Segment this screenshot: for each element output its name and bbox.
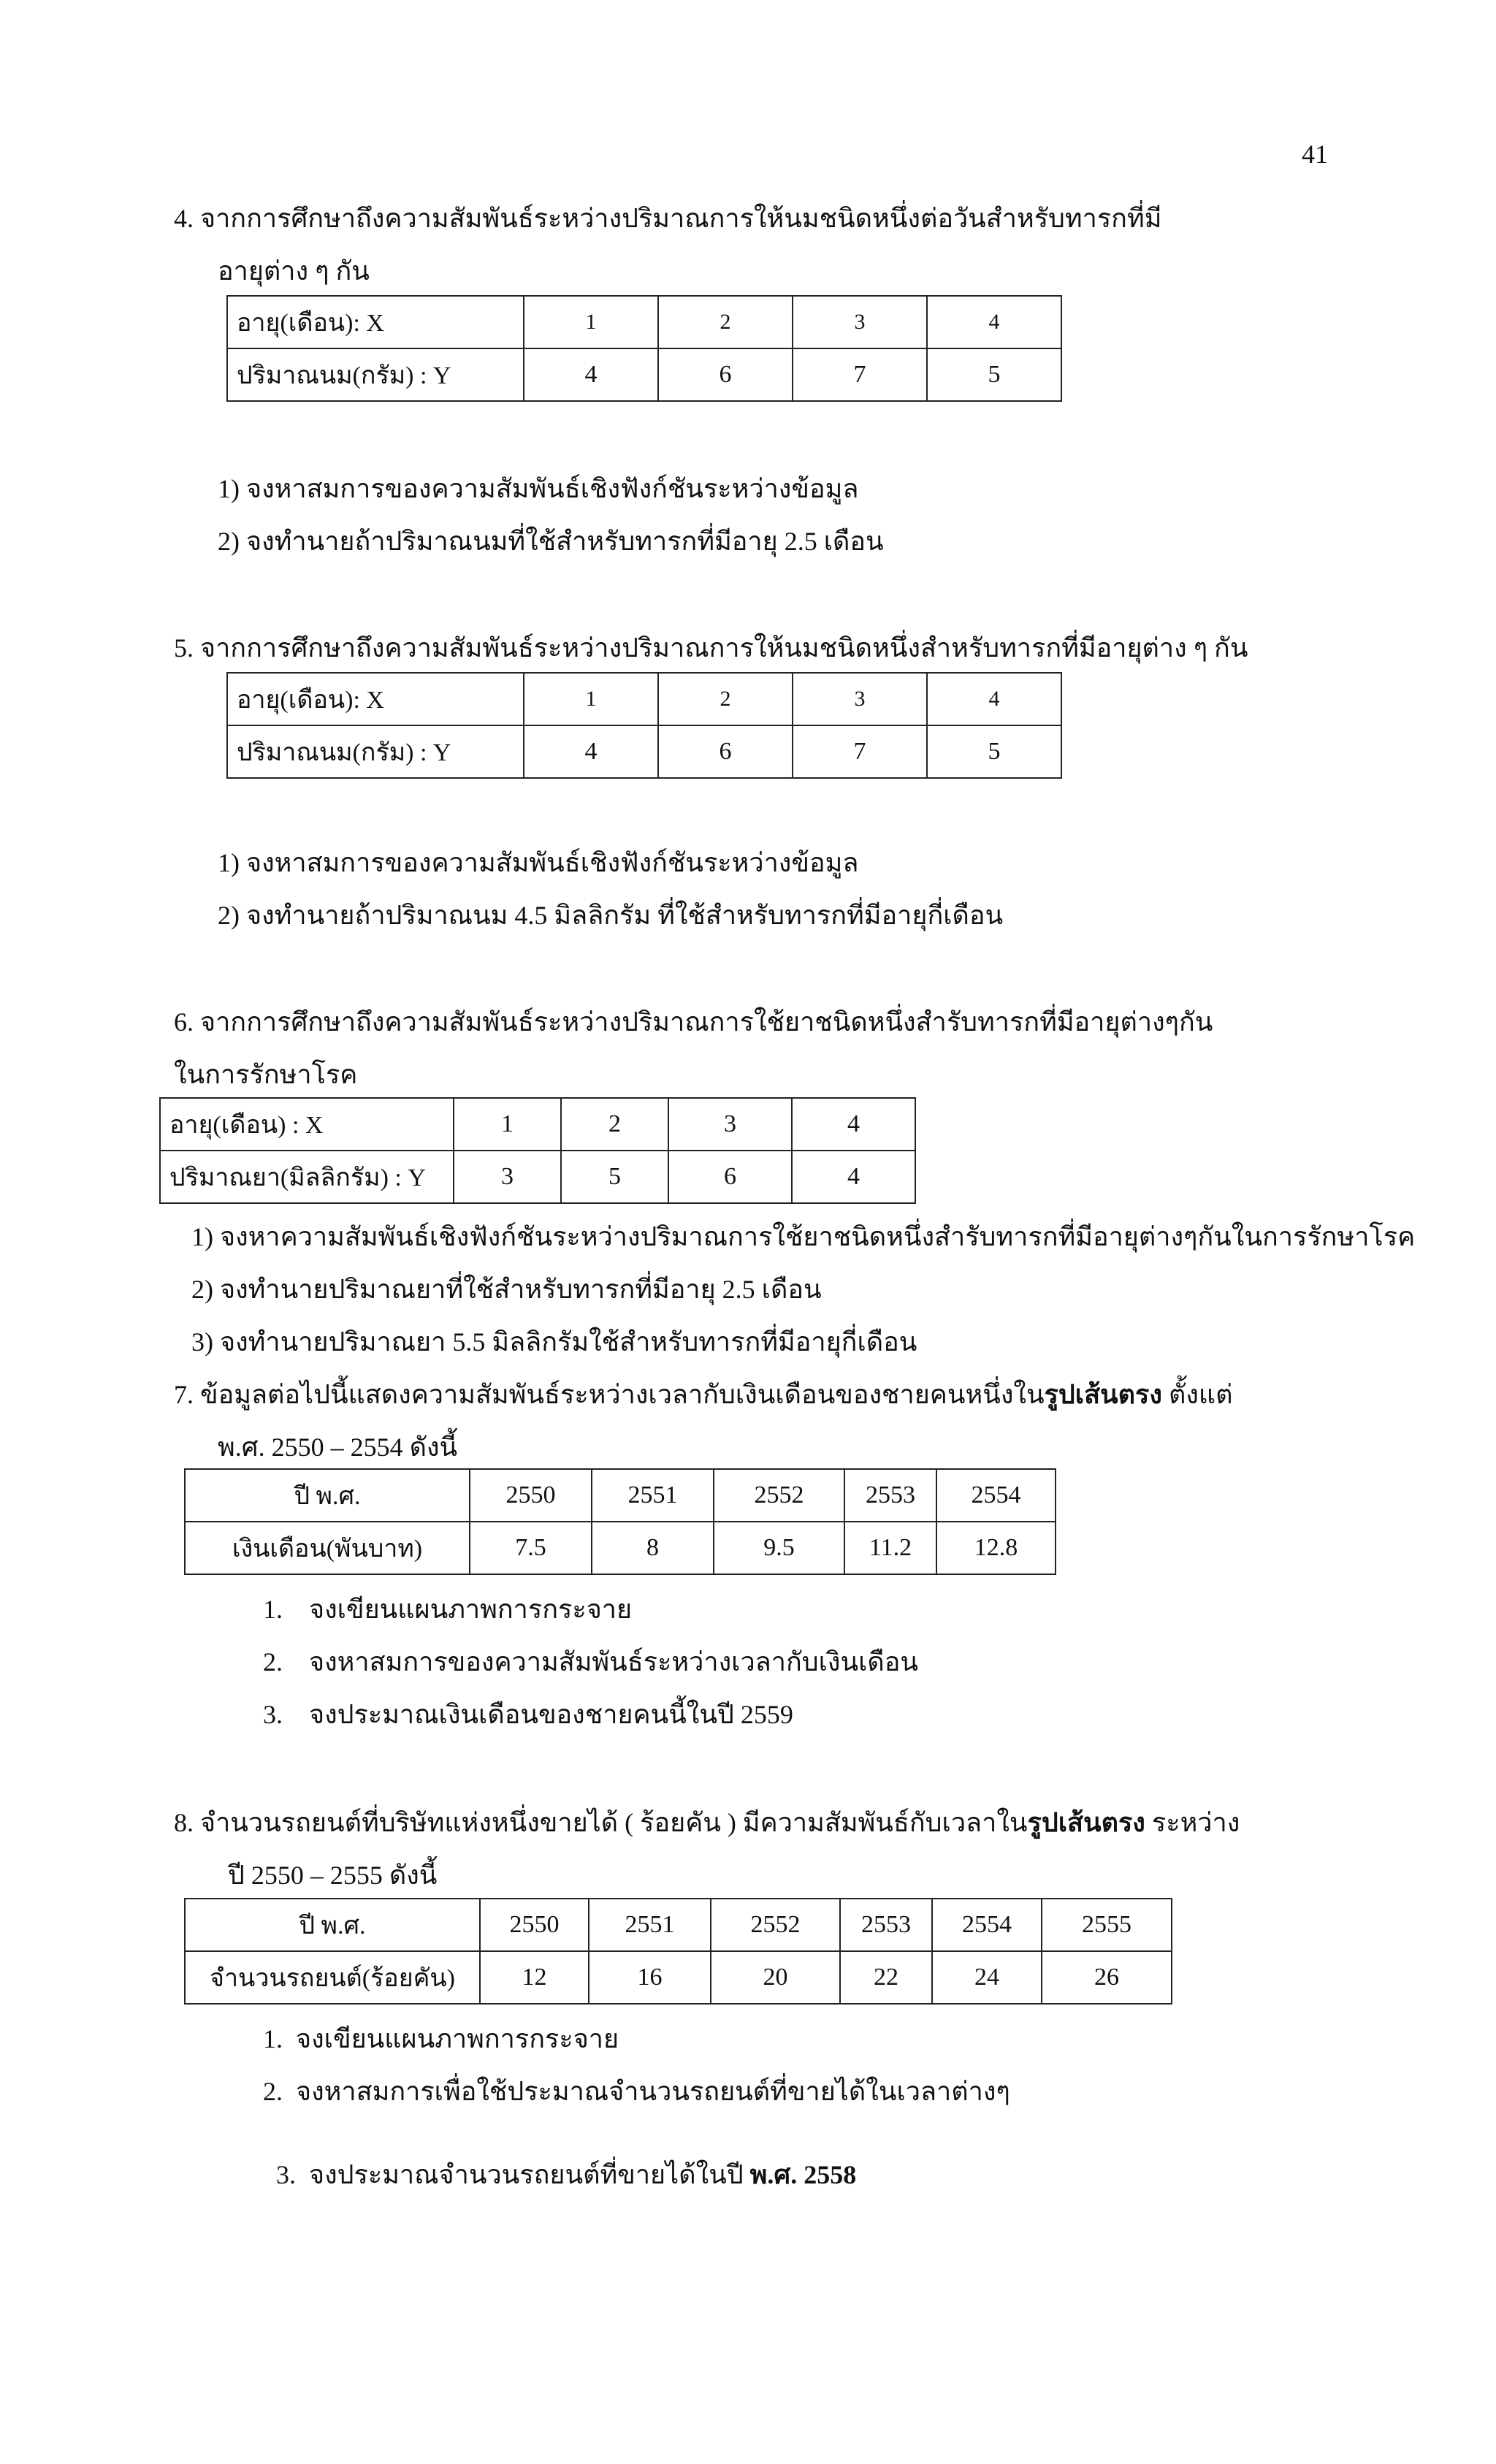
table-cell: 24 [932, 1951, 1042, 2004]
table-row [227, 348, 1061, 401]
table-header-cell: ปริมาณยา(มิลลิกรัม) : Y [160, 1151, 454, 1203]
table-cell: 1 [454, 1098, 561, 1151]
table-cell: 16 [589, 1951, 711, 2004]
q6-title-line1: 6. จากการศึกษาถึงความสัมพันธ์ระหว่างปริมาณการใช้ยาชนิดหนึ่งสำรับทารกที่มีอายุต่างๆกัน [174, 1007, 1213, 1037]
q7-title-line2: พ.ศ. 2550 – 2554 ดังนี้ [218, 1433, 458, 1462]
table-cell: 3 [793, 296, 927, 348]
table-cell: 4 [792, 1098, 915, 1151]
q8-title-line1 [174, 1801, 1240, 1843]
table-cell: 2554 [932, 1899, 1042, 1951]
table-row [185, 1951, 1172, 2004]
table-row [185, 1469, 1056, 1522]
table-header-cell: ปี พ.ศ. [185, 1899, 480, 1951]
table-cell: 2553 [844, 1469, 936, 1522]
q7-title-bold: รูปเส้นตรง [1044, 1380, 1162, 1409]
table-cell: 5 [561, 1151, 668, 1203]
table-cell: 12.8 [936, 1522, 1056, 1574]
table-cell: 4 [792, 1151, 915, 1203]
table-cell: 4 [524, 725, 658, 778]
table-cell: 5 [927, 725, 1061, 778]
q7-title-pre: 7. ข้อมูลต่อไปนี้แสดงความสัมพันธ์ระหว่างเวลากับเงินเดือนของชายคนหนึ่งใน [174, 1380, 1045, 1409]
table-cell: 8 [592, 1522, 714, 1574]
table-cell: 4 [524, 348, 658, 401]
table-cell: 11.2 [844, 1522, 936, 1574]
table-cell: 2 [561, 1098, 668, 1151]
q5-item-1: 1) จงหาสมการของความสัมพันธ์เชิงฟังก์ชันระหว่างข้อมูล [218, 848, 859, 877]
table-header-cell: จำนวนรถยนต์(ร้อยคัน) [185, 1951, 480, 2004]
table-cell: 2555 [1042, 1899, 1172, 1951]
table-row [185, 1899, 1172, 1951]
table-cell: 2550 [470, 1469, 592, 1522]
table-cell: 26 [1042, 1951, 1172, 2004]
table-cell: 9.5 [714, 1522, 844, 1574]
q8-title-bold: รูปเส้นตรง [1027, 1808, 1145, 1837]
table-cell: 4 [927, 673, 1061, 725]
q4-table [226, 295, 1062, 402]
table-header-cell: อายุ(เดือน): X [227, 673, 524, 725]
table-cell: 6 [658, 725, 793, 778]
table-header-cell: อายุ(เดือน) : X [160, 1098, 454, 1151]
q7-title-line1 [174, 1373, 1233, 1415]
q8-title-pre: 8. จำนวนรถยนต์ที่บริษัทแห่งหนึ่งขายได้ ( ร้อยคัน ) มีความสัมพันธ์กับเวลาใน [174, 1808, 1028, 1837]
q6-item-3: 3) จงทำนายปริมาณยา 5.5 มิลลิกรัมใช้สำหรับทารกที่มีอายุกี่เดือน [191, 1327, 917, 1357]
q7-item-2: 2. จงหาสมการของความสัมพันธ์ระหว่างเวลากับเงินเดือน [263, 1647, 918, 1677]
table-cell: 2 [658, 673, 793, 725]
table-cell: 3 [668, 1098, 792, 1151]
table-cell: 2553 [840, 1899, 932, 1951]
table-cell: 6 [658, 348, 793, 401]
table-cell: 3 [454, 1151, 561, 1203]
table-header-cell: อายุ(เดือน): X [227, 296, 524, 348]
q7-item-3: 3. จงประมาณเงินเดือนของชายคนนี้ในปี 2559 [263, 1700, 793, 1729]
q7-item-1: 1. จงเขียนแผนภาพการกระจาย [263, 1595, 633, 1624]
table-row [185, 1522, 1056, 1574]
table-header-cell: ปี พ.ศ. [185, 1469, 470, 1522]
q6-item-1: 1) จงหาความสัมพันธ์เชิงฟังก์ชันระหว่างปริมาณการใช้ยาชนิดหนึ่งสำรับทารกที่มีอายุต่างๆกันในการรักษาโรค [191, 1222, 1416, 1251]
q7-title-post: ตั้งแต่ [1161, 1380, 1233, 1409]
table-row [160, 1151, 915, 1203]
table-cell: 20 [711, 1951, 840, 2004]
table-cell: 6 [668, 1151, 792, 1203]
q5-table [226, 672, 1062, 779]
q8-item-3 [263, 2123, 856, 2195]
table-cell: 2554 [936, 1469, 1056, 1522]
q8-item-1: 1. จงเขียนแผนภาพการกระจาย [263, 2024, 619, 2053]
q4-item-2: 2) จงทำนายถ้าปริมาณนมที่ใช้สำหรับทารกที่มีอายุ 2.5 เดือน [218, 527, 884, 556]
table-header-cell: ปริมาณนม(กรัม) : Y [227, 348, 524, 401]
table-row [160, 1098, 915, 1151]
q4-title-line1: 4. จากการศึกษาถึงความสัมพันธ์ระหว่างปริมาณการให้นมชนิดหนึ่งต่อวันสำหรับทารกที่มี [174, 204, 1162, 233]
table-cell: 3 [793, 673, 927, 725]
q8-title-line2: ปี 2550 – 2555 ดังนี้ [228, 1861, 438, 1890]
table-row [227, 673, 1061, 725]
q8-title-post: ระหว่าง [1145, 1808, 1240, 1837]
table-cell: 4 [927, 296, 1061, 348]
q8-item-3-bold: พ.ศ. 2558 [749, 2160, 857, 2189]
table-cell: 1 [524, 296, 658, 348]
q7-table [184, 1468, 1056, 1575]
table-cell: 2552 [714, 1469, 844, 1522]
table-cell: 5 [927, 348, 1061, 401]
table-cell: 2552 [711, 1899, 840, 1951]
page-number: 41 [1302, 140, 1328, 169]
q5-title-line1: 5. จากการศึกษาถึงความสัมพันธ์ระหว่างปริมาณการให้นมชนิดหนึ่งสำหรับทารกที่มีอายุต่าง ๆ กัน [174, 633, 1248, 663]
table-cell: 2550 [480, 1899, 589, 1951]
q6-item-2: 2) จงทำนายปริมาณยาที่ใช้สำหรับทารกที่มีอายุ 2.5 เดือน [191, 1275, 822, 1304]
q8-table [184, 1898, 1172, 2005]
table-cell: 22 [840, 1951, 932, 2004]
q8-item-2: 2. จงหาสมการเพื่อใช้ประมาณจำนวนรถยนต์ที่ขายได้ในเวลาต่างๆ [263, 2077, 1010, 2106]
q5-item-2: 2) จงทำนายถ้าปริมาณนม 4.5 มิลลิกรัม ที่ใช้สำหรับทารกที่มีอายุกี่เดือน [218, 901, 1004, 930]
table-header-cell: ปริมาณนม(กรัม) : Y [227, 725, 524, 778]
q8-item-3-pre: 3. จงประมาณจำนวนรถยนต์ที่ขายได้ในปี [276, 2160, 750, 2189]
q4-title-line2: อายุต่าง ๆ กัน [218, 256, 370, 286]
q4-item-1: 1) จงหาสมการของความสัมพันธ์เชิงฟังก์ชันระหว่างข้อมูล [218, 474, 859, 503]
table-cell: 7 [793, 348, 927, 401]
table-cell: 1 [524, 673, 658, 725]
table-row [227, 725, 1061, 778]
table-cell: 12 [480, 1951, 589, 2004]
table-cell: 7.5 [470, 1522, 592, 1574]
table-cell: 2 [658, 296, 793, 348]
table-cell: 2551 [589, 1899, 711, 1951]
table-cell: 2551 [592, 1469, 714, 1522]
q6-title-line2: ในการรักษาโรค [174, 1060, 358, 1089]
table-row [227, 296, 1061, 348]
table-header-cell: เงินเดือน(พันบาท) [185, 1522, 470, 1574]
table-cell: 7 [793, 725, 927, 778]
q6-table [159, 1097, 916, 1204]
